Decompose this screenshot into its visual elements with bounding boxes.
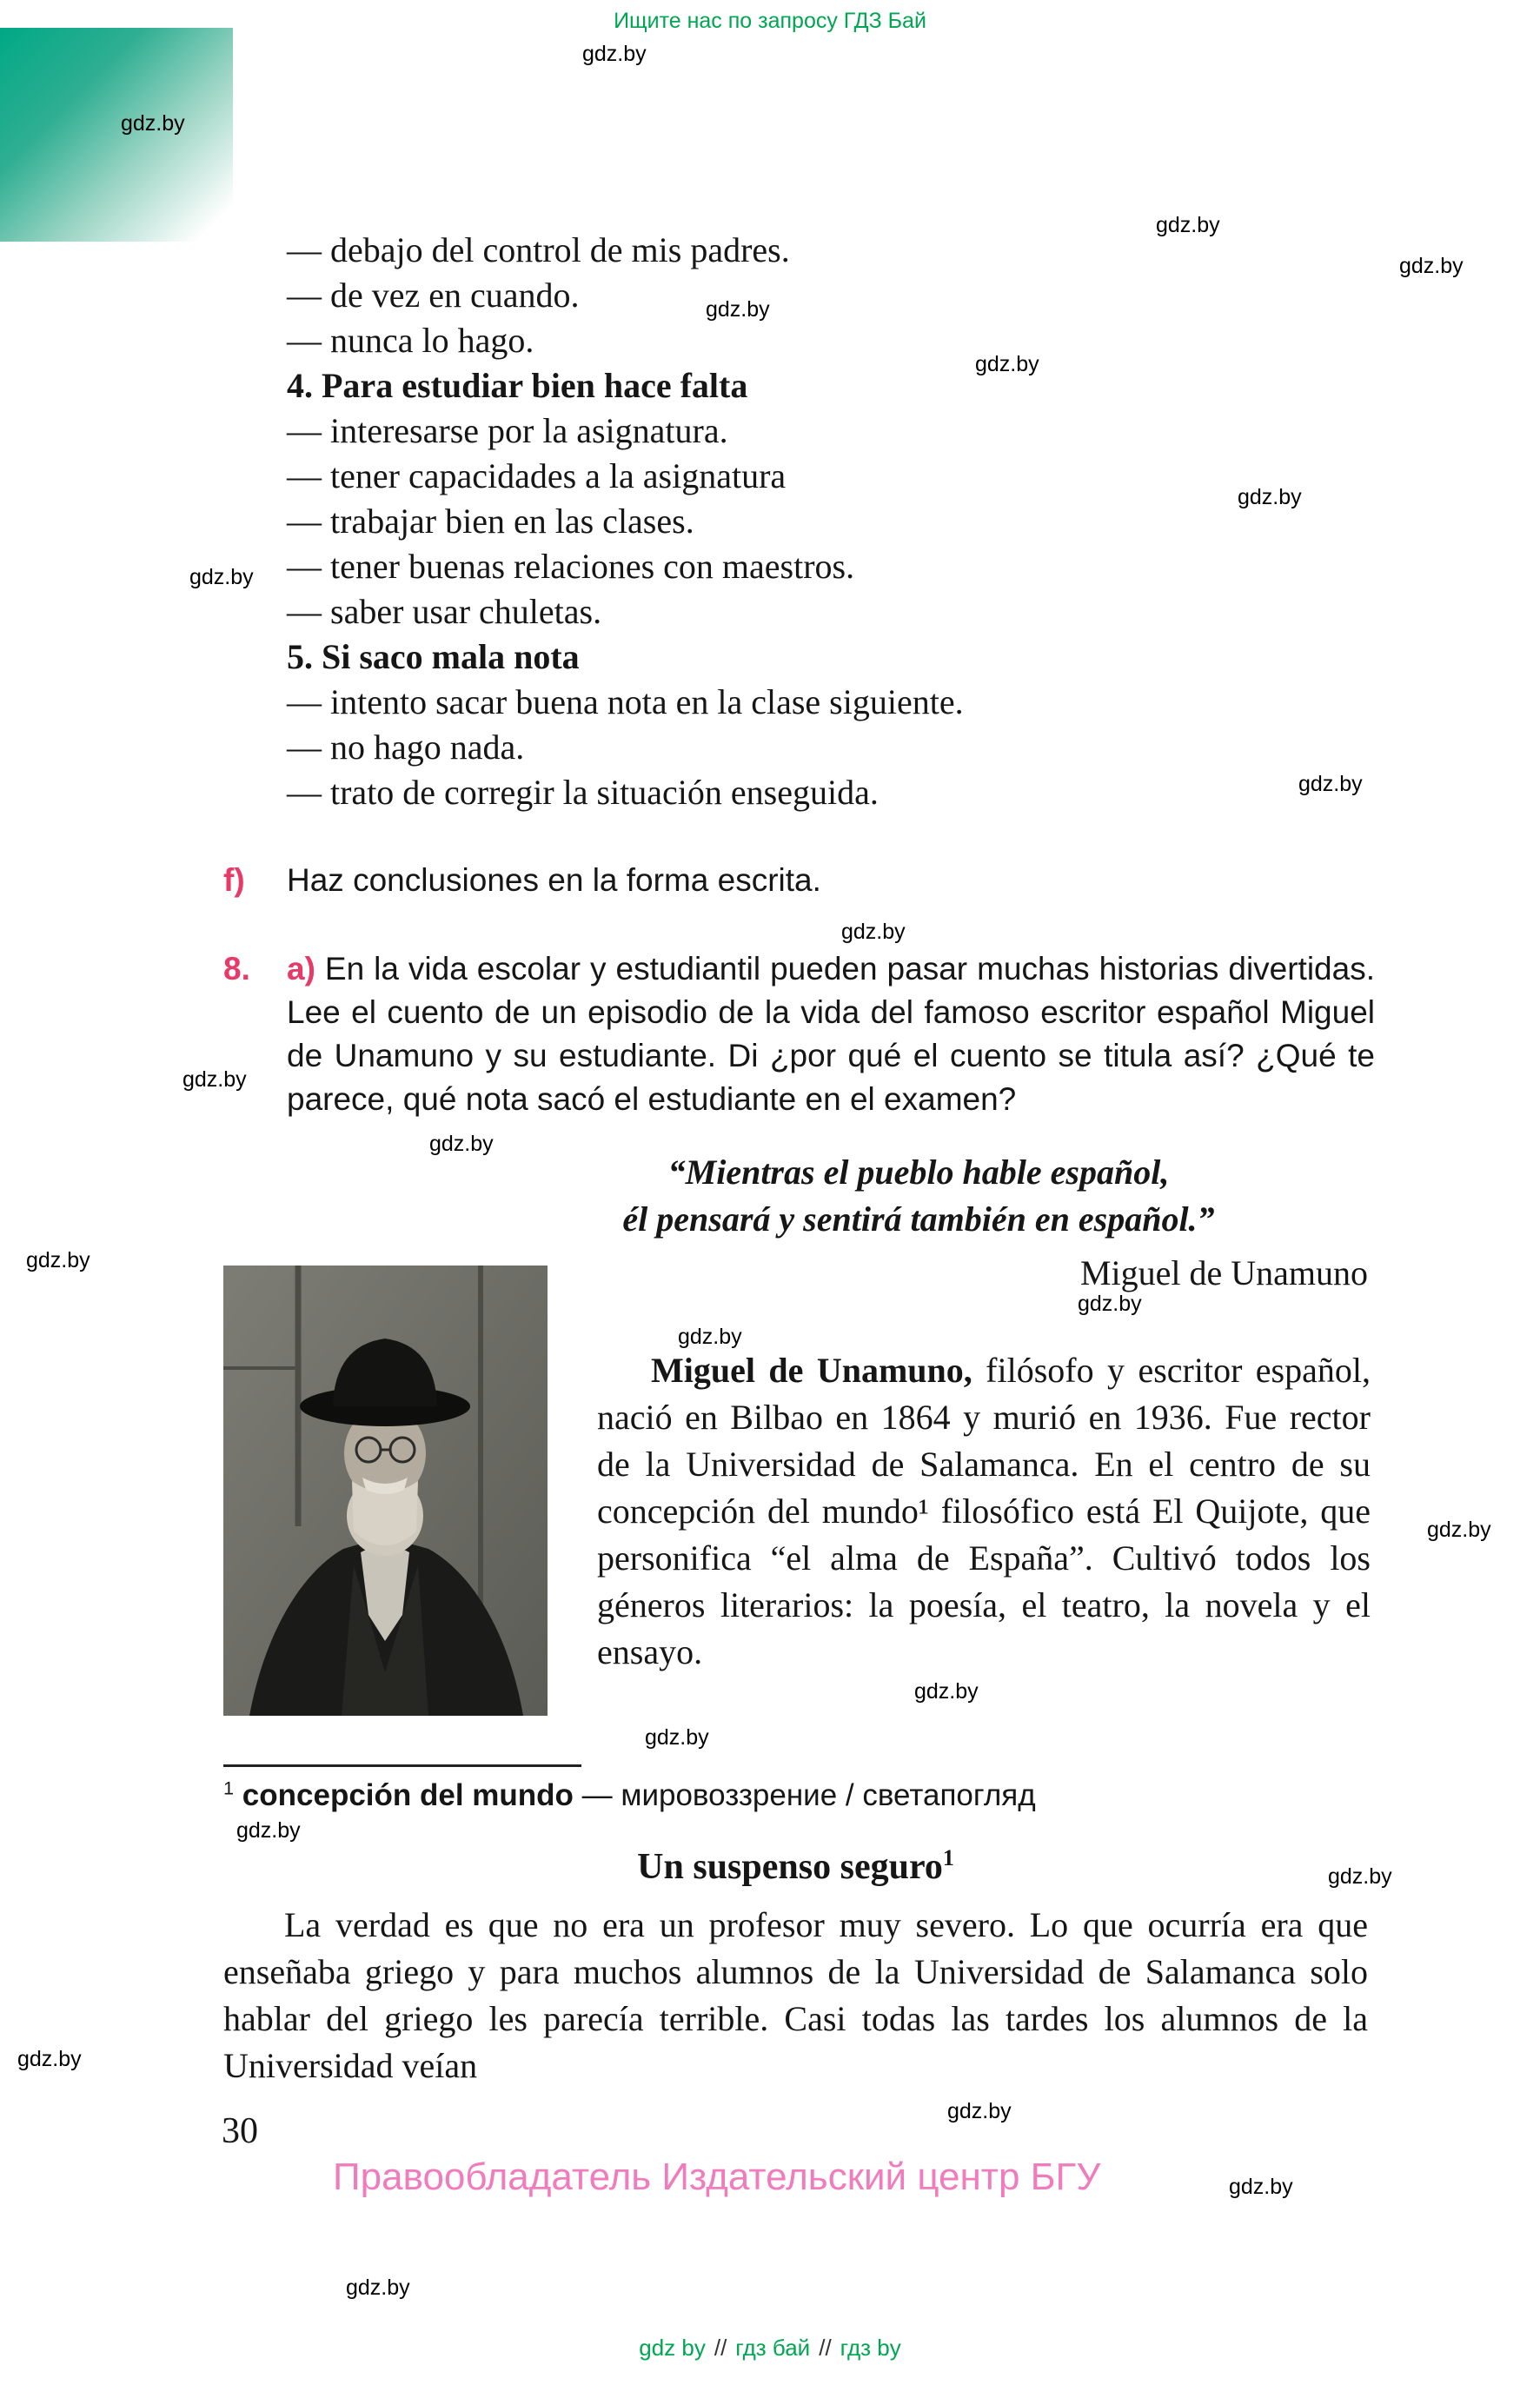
task-8-body [287, 947, 1375, 1121]
footnote [223, 1778, 1036, 1813]
list-line: — debajo del control de mis padres. [287, 230, 790, 269]
gdz-watermark: gdz.by [1328, 1864, 1392, 1889]
gdz-watermark: gdz.by [1238, 485, 1302, 509]
footnote-term: concepción del mundo [242, 1778, 574, 1812]
task-8-letter: a) [287, 951, 315, 987]
section-heading-4: 4. Para estudiar bien hace falta [287, 366, 748, 405]
list-line: — saber usar chuletas. [287, 592, 602, 631]
bio-text: filósofo y escritor español, nació en Bilbao en 1864 y murió en 1936. Fue rector de la Universidad de Salamanca. En el centro de su concepción del mundo¹ filosófico está El Quijote, que personifica “el alma de España”. Cultivó todos los géneros literarios: la poesía, el teatro, la novela y el ensayo. [597, 1351, 1371, 1671]
gdz-watermark: gdz.by [841, 920, 906, 944]
promo-banner: Ищите нас по запросу ГДЗ Бай [614, 9, 926, 33]
gdz-watermark: gdz.by [645, 1725, 709, 1750]
gdz-watermark: gdz.by [1399, 254, 1464, 278]
list-line: — trato de corregir la situación enseguida. [287, 773, 879, 812]
footer-separator: // [819, 2335, 832, 2361]
list-line: — tener buenas relaciones con maestros. [287, 547, 855, 586]
list-line: — nunca lo hago. [287, 321, 534, 360]
story-title-text: Un suspenso seguro [637, 1847, 943, 1887]
footer-link-gdz-by[interactable]: gdz by [639, 2335, 706, 2361]
task-8-number: 8. [223, 951, 250, 987]
list-line: — interesarse por la asignatura. [287, 411, 728, 450]
gdz-watermark: gdz.by [1229, 2175, 1293, 2199]
gdz-watermark: gdz.by [236, 1818, 301, 1843]
epigraph-attribution: Miguel de Unamuno [1079, 1253, 1368, 1292]
footnote-definition: — мировоззрение / светапогляд [573, 1778, 1036, 1812]
gdz-watermark: gdz.by [582, 42, 647, 66]
story-title [223, 1846, 1368, 1888]
gdz-watermark: gdz.by [17, 2047, 82, 2071]
section-heading-5: 5. Si saco mala nota [287, 637, 580, 676]
gdz-watermark: gdz.by [1298, 772, 1363, 796]
list-line: — no hago nada. [287, 727, 525, 767]
gdz-watermark: gdz.by [706, 297, 770, 322]
list-line: — intento sacar buena nota en la clase siguiente. [287, 682, 964, 721]
task-8-text: En la vida escolar y estudiantil pueden pasar muchas historias divertidas. Lee el cuento de un episodio de la vida del famoso escritor español Miguel de Unamuno y su estudiante. Di ¿por qué el cuento se titula así? ¿Qué te parece, qué nota sacó el estudiante en el examen? [287, 951, 1375, 1117]
footer-link-gdz-by-2[interactable]: гдз by [840, 2335, 901, 2361]
gdz-watermark: gdz.by [189, 565, 254, 589]
list-line: — trabajar bien en las clases. [287, 502, 694, 541]
gdz-watermark: gdz.by [121, 111, 185, 136]
bio-paragraph [597, 1347, 1371, 1676]
footnote-marker: 1 [223, 1777, 235, 1799]
task-f-text: Haz conclusiones en la forma escrita. [287, 862, 821, 898]
unamuno-photo [223, 1266, 548, 1716]
page-number: 30 [222, 2111, 258, 2151]
story-title-sup: 1 [942, 1845, 954, 1870]
footer-links [0, 2335, 1540, 2362]
exercise-list [287, 228, 1408, 815]
task-f-label: f) [223, 862, 245, 898]
gdz-watermark: gdz.by [975, 352, 1039, 376]
gdz-watermark: gdz.by [947, 2099, 1012, 2123]
epigraph-line: él pensará y sentirá también en español.” [622, 1199, 1215, 1239]
gdz-watermark: gdz.by [429, 1132, 494, 1156]
list-line: — de vez en cuando. [287, 276, 580, 315]
epigraph [469, 1149, 1368, 1297]
gdz-watermark: gdz.by [346, 2275, 410, 2300]
footer-separator: // [714, 2335, 727, 2361]
gdz-watermark: gdz.by [26, 1248, 90, 1272]
bio-bold-lead: Miguel de Unamuno, [651, 1351, 972, 1390]
footer-link-gdz-bai[interactable]: гдз бай [735, 2335, 811, 2361]
green-gradient-box [0, 28, 233, 242]
gdz-watermark: gdz.by [1078, 1292, 1142, 1316]
gdz-watermark: gdz.by [914, 1679, 979, 1704]
gdz-watermark: gdz.by [1427, 1518, 1491, 1542]
gdz-watermark: gdz.by [183, 1067, 247, 1092]
epigraph-line: “Mientras el pueblo hable español, [667, 1153, 1170, 1192]
gdz-watermark: gdz.by [678, 1325, 742, 1349]
list-line: — tener capacidades a la asignatura [287, 456, 787, 495]
copyright-notice: Правообладатель Издательский центр БГУ [333, 2156, 1101, 2198]
gdz-watermark: gdz.by [1156, 213, 1220, 237]
footnote-divider [223, 1764, 581, 1767]
story-paragraph: La verdad es que no era un profesor muy severo. Lo que ocurría era que enseñaba griego y para muchos alumnos de la Universidad de Salamanca solo hablar del griego les parecía terrible. Casi todas las tardes los alumnos de la Universidad veían [223, 1905, 1368, 2085]
task-8 [223, 947, 1375, 1121]
task-f [223, 859, 821, 902]
unamuno-portrait-illustration [223, 1266, 548, 1716]
